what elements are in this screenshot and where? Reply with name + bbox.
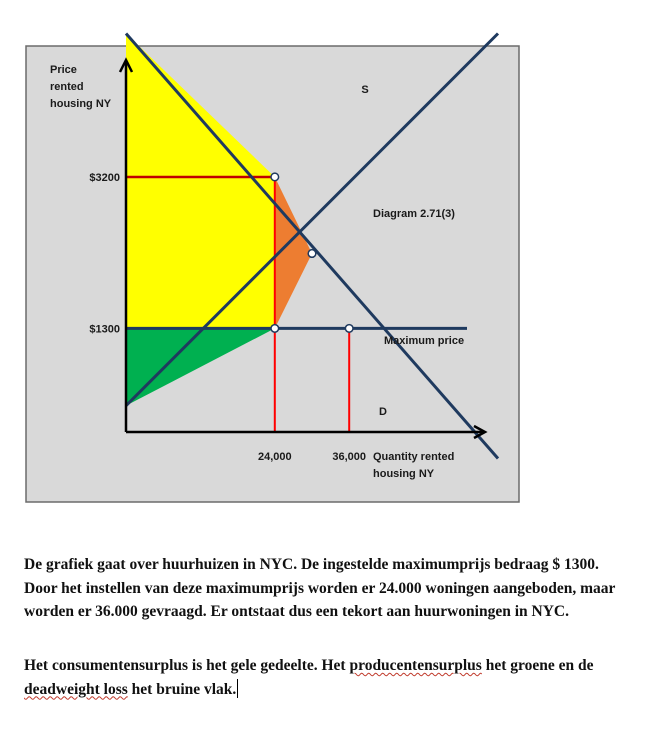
y-tick-label-1300: $1300 xyxy=(89,323,120,336)
spellcheck-word-deadweight-loss: deadweight loss xyxy=(24,680,128,698)
maximum-price-label: Maximum price xyxy=(384,335,465,347)
chart-title: Diagram 2.71(3) xyxy=(373,208,455,220)
x-axis-label-line-2: housing NY xyxy=(373,468,435,480)
x-axis-label-line-1: Quantity rented xyxy=(373,451,455,463)
point-equilibrium xyxy=(308,250,316,258)
text-cursor xyxy=(237,679,238,698)
y-tick-label-3200: $3200 xyxy=(89,171,120,184)
point-demand-36000 xyxy=(345,325,353,333)
p2-text-1: Het consumentensurplus is het gele gedeelte. Het xyxy=(24,657,350,674)
demand-curve-label: D xyxy=(379,406,387,418)
p2-text-2: het groene en de xyxy=(481,657,594,674)
y-axis-label-line-1: Price xyxy=(50,64,77,76)
x-tick-label-24000: 24,000 xyxy=(257,451,292,463)
spellcheck-word-producentensurplus: producentensurplus xyxy=(349,657,482,674)
y-axis-label-line-3: housing NY xyxy=(50,98,112,110)
explanation-paragraph-2 xyxy=(24,654,624,701)
x-tick-label-36000: 36,000 xyxy=(332,451,367,463)
point-supply-24000 xyxy=(271,325,279,333)
explanation-paragraph-1: De grafiek gaat over huurhuizen in NYC. De ingestelde maximumprijs bedraag $ 1300. Door het instellen van deze maximumprijs worden er 24.000 woningen aangeboden, maar worden er 36.000 gevraagd. Er ontstaat dus een tekort aan huurwoningen in NYC. xyxy=(24,556,616,620)
p2-text-3: het bruine vlak. xyxy=(127,680,237,698)
y-axis-label-line-2: rented xyxy=(50,81,84,93)
supply-curve-label: S xyxy=(361,84,369,96)
point-demand-24000 xyxy=(271,173,279,181)
